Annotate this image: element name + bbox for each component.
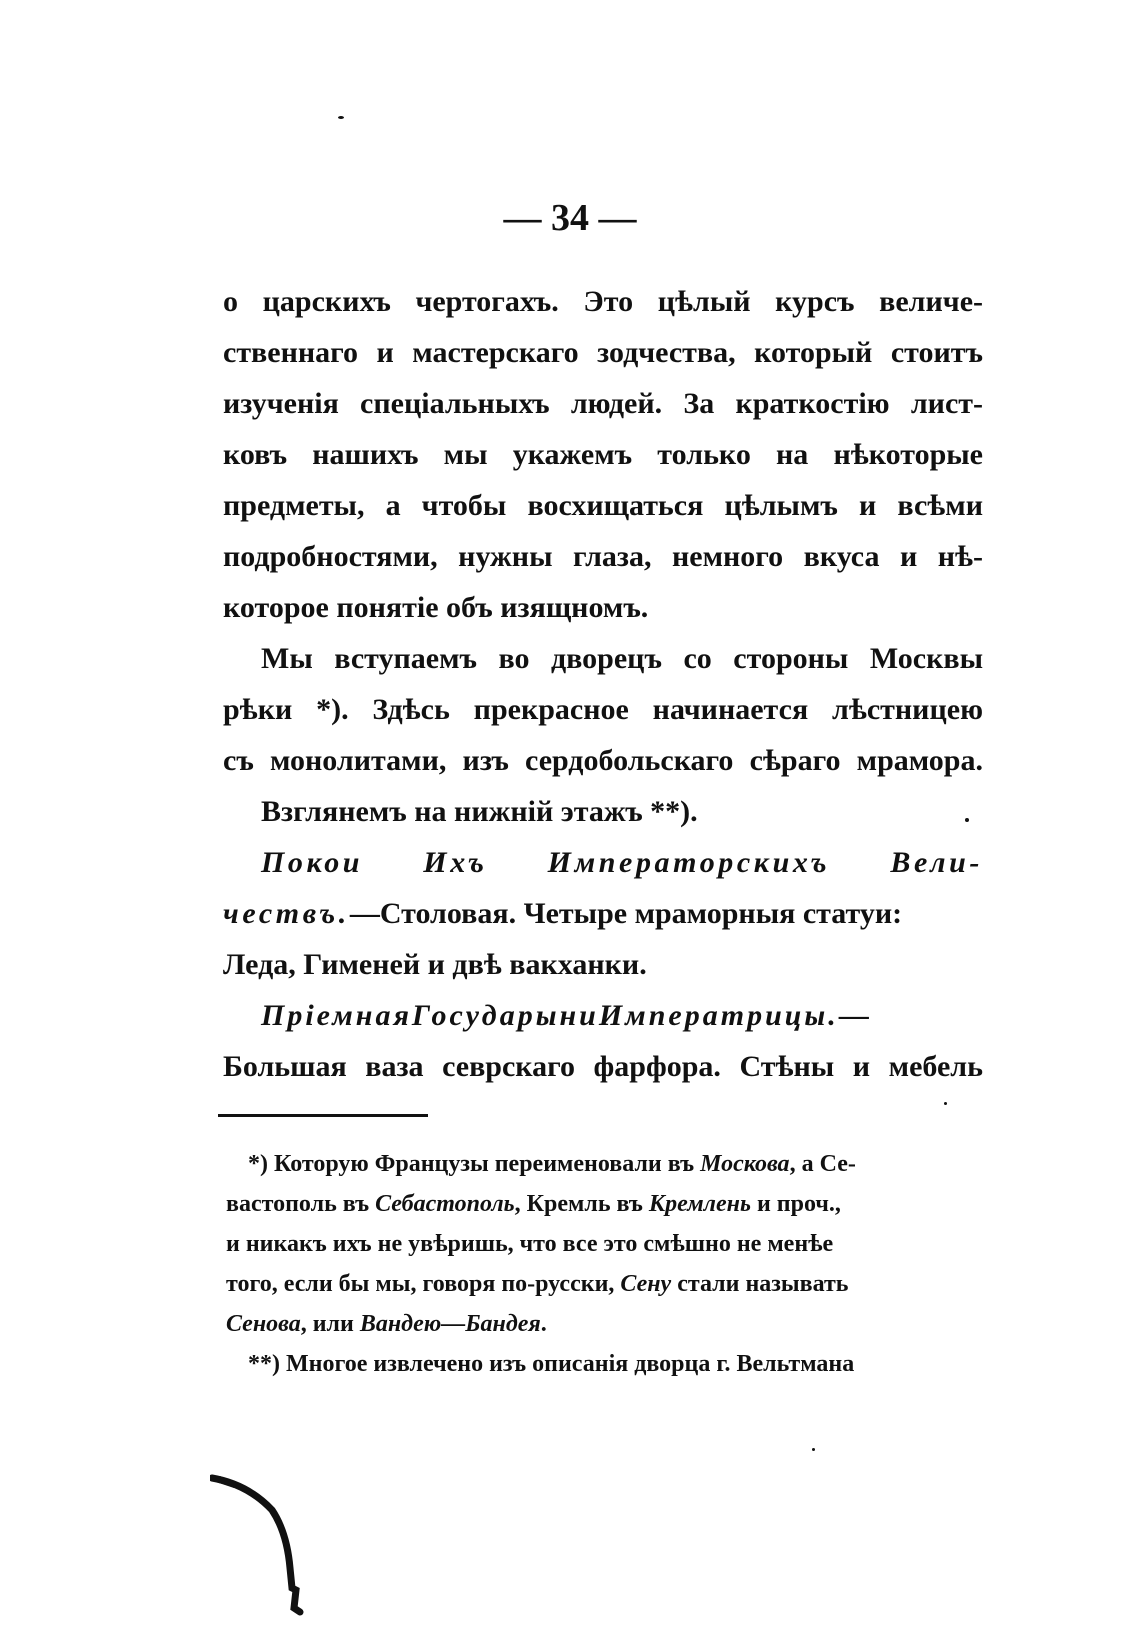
- text-segment: —: [838, 999, 869, 1032]
- ink-speck: [812, 1448, 815, 1451]
- text-segment: Москова: [700, 1151, 790, 1177]
- text-line: ковъ нашихъ мы укажемъ только на нѣкоторые: [223, 438, 983, 471]
- ink-speck: [965, 818, 969, 822]
- footnote-1: [226, 1144, 982, 1344]
- text-segment: *) Которую Французы переименовали въ: [248, 1151, 701, 1177]
- text-line: съ монолитами, изъ сердобольскаго сѣраго мрамора.: [223, 744, 983, 777]
- paragraph-5: [223, 990, 983, 1092]
- text-line: [226, 1264, 982, 1304]
- text-line: Леда, Гименей и двѣ вакханки.: [223, 948, 647, 981]
- section-heading: ПріемнаяГосударыниИмператрицы.: [261, 999, 839, 1032]
- text-segment: вастополь въ: [226, 1191, 376, 1217]
- ink-speck: [338, 116, 344, 119]
- text-line: Большая ваза севрскаго фарфора. Стѣны и мебель: [223, 1050, 983, 1083]
- text-segment: Вандею—Бандея: [359, 1311, 541, 1337]
- footnotes: [226, 1144, 982, 1384]
- text-segment: Кремлень: [648, 1191, 751, 1217]
- text-line: предметы, а чтобы восхищаться цѣлымъ и всѣми: [223, 489, 983, 522]
- main-text: [223, 276, 983, 1092]
- page-number: — 34 —: [503, 197, 637, 239]
- text-line: [226, 1144, 982, 1184]
- paragraph-2: [223, 633, 983, 786]
- text-segment: , или: [300, 1311, 360, 1337]
- text-segment: , Кремль въ: [514, 1191, 649, 1217]
- text-line: изученія спеціальныхъ людей. За краткостію лист-: [223, 387, 983, 420]
- text-segment: .: [540, 1311, 547, 1337]
- text-segment: и проч.,: [750, 1191, 841, 1217]
- text-line: рѣки *). Здѣсь прекрасное начинается лѣстницею: [223, 693, 983, 726]
- text-line: **) Многое извлечено изъ описанія дворца г. Вельтмана: [248, 1351, 855, 1377]
- text-segment: того, если бы мы, говоря по-русски,: [226, 1271, 621, 1297]
- scan-artifact: [210, 1470, 320, 1620]
- footnote-2: [226, 1344, 982, 1384]
- text-line: Взглянемъ на нижній этажъ **).: [261, 795, 698, 828]
- text-segment: , а Се-: [789, 1151, 856, 1177]
- paragraph-4: [223, 837, 983, 990]
- text-line: [226, 1184, 982, 1224]
- text-segment: стали называть: [671, 1271, 849, 1297]
- text-line: Мы вступаемъ во дворецъ со стороны Москвы: [261, 642, 983, 675]
- paragraph-1: [223, 276, 983, 633]
- text-segment: Сенова: [226, 1311, 301, 1337]
- section-heading: Покои Ихъ Императорскихъ Вели-: [261, 846, 983, 879]
- text-line: ственнаго и мастерскаго зодчества, который стоитъ: [223, 336, 983, 369]
- text-line: подробностями, нужны глаза, немного вкуса и нѣ-: [223, 540, 983, 573]
- ink-speck: [944, 1102, 947, 1105]
- text-line: и никакъ ихъ не увѣришь, что все это смѣшно не менѣе: [226, 1231, 834, 1257]
- paragraph-3: [223, 786, 983, 837]
- text-line: [223, 888, 983, 939]
- text-segment: —Столовая. Четыре мраморныя статуи:: [349, 897, 903, 930]
- footnote-divider: [218, 1114, 428, 1117]
- text-segment: Себастополь: [375, 1191, 515, 1217]
- text-line: которое понятіе объ изящномъ.: [223, 591, 649, 624]
- text-line: [223, 990, 983, 1041]
- text-line: о царскихъ чертогахъ. Это цѣлый курсъ величе-: [223, 285, 983, 318]
- section-heading: чествъ.: [223, 897, 350, 930]
- text-segment: Сену: [620, 1271, 672, 1297]
- text-line: [226, 1304, 982, 1344]
